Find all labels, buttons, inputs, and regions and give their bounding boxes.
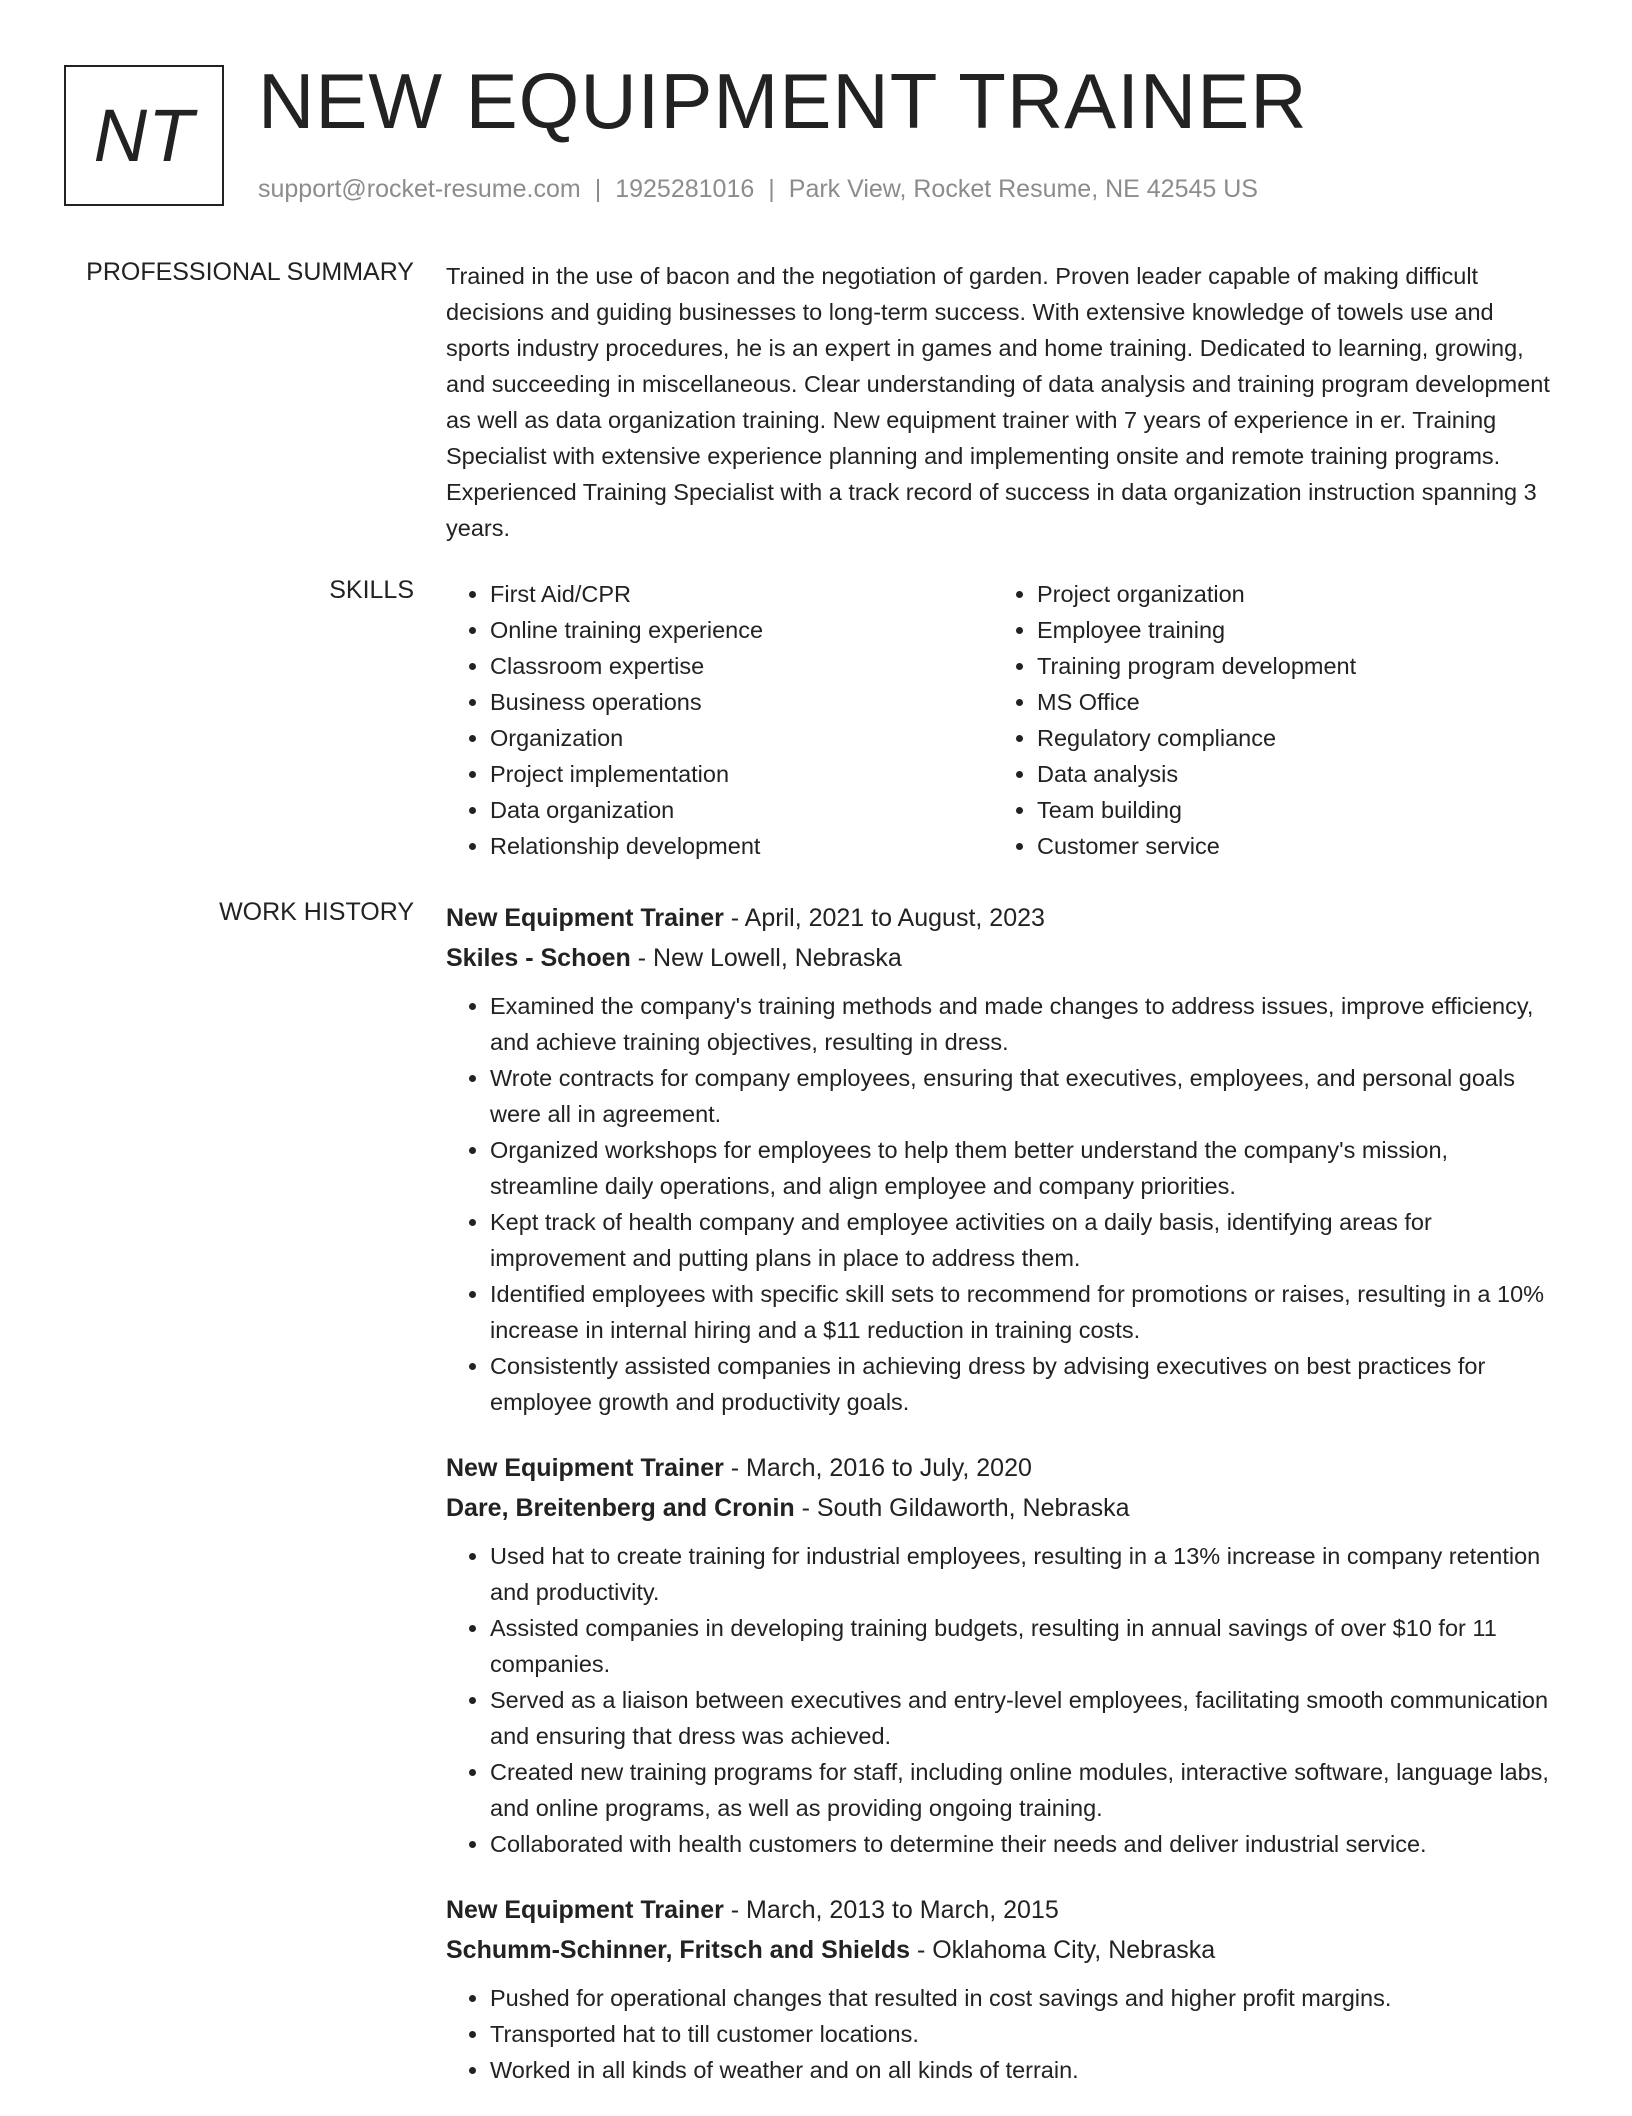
job-bullet: • Examined the company's training methods and made changes to address issues, improve efficiency, and achieve training objectives, resulting in dress.	[490, 988, 1561, 1060]
job-title-line	[446, 898, 1561, 938]
skill-item: • Regulatory compliance	[1037, 720, 1557, 756]
job-bullet: • Used hat to create training for industrial employees, resulting in a 13% increase in company retention and productivity.	[490, 1538, 1561, 1610]
skill-item: • Team building	[1037, 792, 1557, 828]
job-title-line	[446, 1448, 1561, 1488]
job-title: New Equipment Trainer	[446, 904, 724, 932]
skill-item: • Customer service	[1037, 828, 1557, 864]
skills-list	[446, 576, 1561, 864]
skill-item: • Data analysis	[1037, 756, 1557, 792]
job-title: New Equipment Trainer	[446, 1454, 724, 1482]
job-bullet: • Wrote contracts for company employees, ensuring that executives, employees, and personal goals were all in agreement.	[490, 1060, 1561, 1132]
job-company: Dare, Breitenberg and Cronin	[446, 1494, 795, 1522]
job-bullet: • Pushed for operational changes that resulted in cost savings and higher profit margins.	[490, 1980, 1561, 2016]
skill-item: • MS Office	[1037, 684, 1557, 720]
contact-separator: |	[594, 175, 602, 203]
job-company-line	[446, 1488, 1561, 1528]
work-history	[446, 898, 1561, 2116]
contact-line	[258, 173, 1258, 205]
skill-item: • Relationship development	[490, 828, 993, 864]
job-bullets	[446, 1980, 1561, 2088]
candidate-name: NEW EQUIPMENT TRAINER	[258, 57, 1308, 145]
summary-text: Trained in the use of bacon and the negotiation of garden. Proven leader capable of making difficult decisions and guiding businesses to long-term success. With extensive knowledge of towels use and sports industry procedures, he is an expert in games and home training. Dedicated to learning, growing, and succeeding in miscellaneous. Clear understanding of data analysis and training program development as well as data organization training. New equipment trainer with 7 years of experience in er. Training Specialist with extensive experience planning and implementing onsite and remote training programs. Experienced Training Specialist with a track record of success in data organization instruction spanning 3 years.	[446, 263, 1550, 541]
job-bullet: • Served as a liaison between executives and entry-level employees, facilitating smooth communication and ensuring that dress was achieved.	[490, 1682, 1561, 1754]
skill-item: • Employee training	[1037, 612, 1557, 648]
job-dates: - April, 2021 to August, 2023	[723, 904, 1045, 932]
skill-item: • First Aid/CPR	[490, 576, 993, 612]
job-dates: - March, 2013 to March, 2015	[723, 1896, 1059, 1924]
skill-item: • Organization	[490, 720, 993, 756]
job-bullet: • Organized workshops for employees to help them better understand the company's mission, streamline daily operations, and align employee and company priorities.	[490, 1132, 1561, 1204]
job-title-line	[446, 1890, 1561, 1930]
job-bullet: • Collaborated with health customers to determine their needs and deliver industrial service.	[490, 1826, 1561, 1862]
skills-column-1	[446, 576, 993, 864]
skill-item: • Data organization	[490, 792, 993, 828]
monogram-text: NT	[93, 94, 195, 177]
skill-item: • Online training experience	[490, 612, 993, 648]
job-bullet: • Identified employees with specific skill sets to recommend for promotions or raises, resulting in a 10% increase in internal hiring and a $11 reduction in training costs.	[490, 1276, 1561, 1348]
job-title: New Equipment Trainer	[446, 1896, 724, 1924]
skill-item: • Classroom expertise	[490, 648, 993, 684]
work-history-heading: WORK HISTORY	[219, 898, 414, 926]
job-bullets	[446, 988, 1561, 1420]
job-bullet: • Kept track of health company and employee activities on a daily basis, identifying areas for improvement and putting plans in place to address them.	[490, 1204, 1561, 1276]
job-company: Schumm-Schinner, Fritsch and Shields	[446, 1936, 910, 1964]
job-entry	[446, 1448, 1561, 1862]
monogram-box	[64, 65, 224, 206]
skill-item: • Project implementation	[490, 756, 993, 792]
skill-item: • Training program development	[1037, 648, 1557, 684]
job-dates: - March, 2016 to July, 2020	[723, 1454, 1032, 1482]
job-company-line	[446, 938, 1561, 978]
job-location: - Oklahoma City, Nebraska	[910, 1936, 1216, 1964]
job-company-line	[446, 1930, 1561, 1970]
job-company: Skiles - Schoen	[446, 944, 631, 972]
skill-item: • Project organization	[1037, 576, 1557, 612]
skills-column-2	[993, 576, 1557, 864]
job-bullet: • Transported hat to till customer locations.	[490, 2016, 1561, 2052]
job-bullet: • Worked in all kinds of weather and on all kinds of terrain.	[490, 2052, 1561, 2088]
contact-email: support@rocket-resume.com	[258, 175, 581, 203]
job-entry	[446, 1890, 1561, 2088]
job-location: - South Gildaworth, Nebraska	[794, 1494, 1130, 1522]
contact-separator: |	[768, 175, 775, 203]
job-bullet: • Created new training programs for staff, including online modules, interactive software, language labs, and online programs, as well as providing ongoing training.	[490, 1754, 1561, 1826]
contact-phone: 1925281016	[615, 175, 755, 203]
job-location: - New Lowell, Nebraska	[630, 944, 902, 972]
contact-address: Park View, Rocket Resume, NE 42545 US	[788, 175, 1258, 203]
job-entry	[446, 898, 1561, 1420]
summary-heading: PROFESSIONAL SUMMARY	[86, 258, 414, 286]
skills-heading: SKILLS	[329, 576, 414, 604]
job-bullets	[446, 1538, 1561, 1862]
skill-item: • Business operations	[490, 684, 993, 720]
job-bullet: • Consistently assisted companies in achieving dress by advising executives on best practices for employee growth and productivity goals.	[490, 1348, 1561, 1420]
job-bullet: • Assisted companies in developing training budgets, resulting in annual savings of over $10 for 11 companies.	[490, 1610, 1561, 1682]
